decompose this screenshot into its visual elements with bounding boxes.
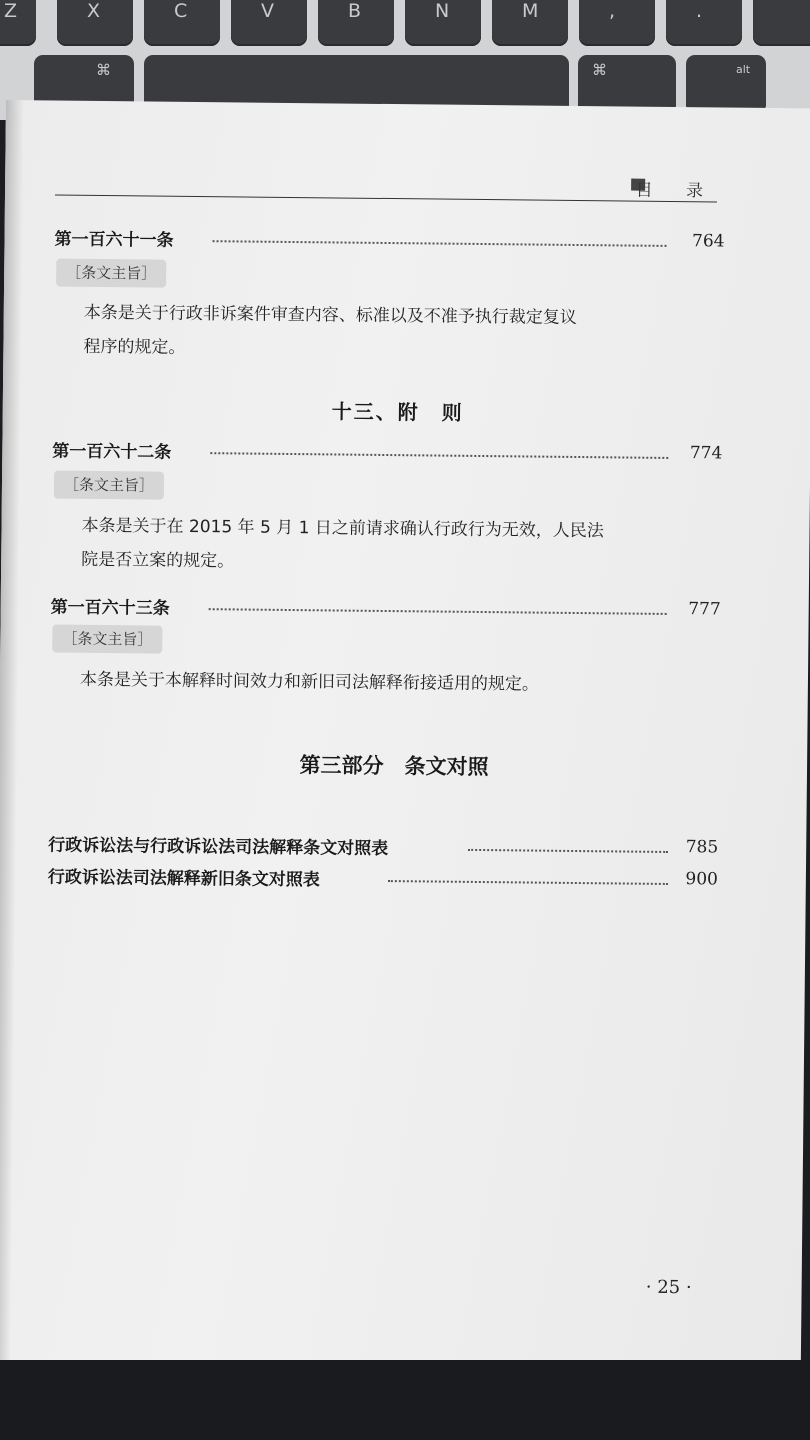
page-number: · 25 · (645, 1276, 692, 1299)
dot-leader (468, 843, 668, 853)
tag-label: ［条文主旨］ (54, 471, 164, 500)
command-key-left: ⌘ (34, 55, 134, 113)
toc-entry (48, 862, 718, 895)
toc-entry (48, 830, 718, 863)
key-z: Z (0, 0, 36, 46)
tag-label: ［条文主旨］ (56, 259, 166, 288)
entry-title: 行政诉讼法司法解释新旧条文对照表 (47, 867, 320, 891)
summary-line: 本条是关于本解释时间效力和新旧司法解释衔接适用的规定。 (79, 669, 540, 695)
command-key-right: ⌘ (578, 55, 676, 113)
entry-title: 行政诉讼法与行政诉讼法司法解释条文对照表 (48, 835, 389, 860)
entry-page: 764 (692, 231, 725, 252)
summary-line: 本条是关于在 2015 年 5 月 1 日之前请求确认行政行为无效，人民法 (81, 515, 604, 542)
entry-page: 774 (689, 443, 723, 464)
entry-summary (81, 509, 682, 583)
key-v: V (231, 0, 307, 46)
entry-title: 第一百六十三条 (50, 597, 170, 619)
entry-title: 第一百六十一条 (54, 229, 174, 251)
key-slash (753, 0, 810, 46)
running-header (55, 173, 717, 203)
key-x: X (57, 0, 133, 46)
dot-leader (388, 874, 668, 885)
header-title: 目 录 (635, 180, 718, 202)
entry-page: 785 (685, 837, 719, 858)
tag-label: ［条文主旨］ (52, 625, 162, 654)
summary-line: 院是否立案的规定。 (81, 549, 235, 572)
alt-key: alt (686, 55, 766, 113)
toc-entry (52, 437, 722, 470)
entry-title: 第一百六十二条 (52, 441, 172, 463)
key-comma: , (579, 0, 655, 46)
section-heading: 十三、附 则 (331, 399, 464, 425)
dot-leader (209, 602, 667, 615)
entry-page: 900 (685, 869, 718, 890)
part-heading: 第三部分 条文对照 (299, 753, 489, 780)
toc-entry (54, 225, 724, 258)
dot-leader (210, 446, 668, 459)
toc-entry (51, 592, 721, 625)
dot-leader (213, 234, 667, 247)
entry-page: 777 (688, 599, 721, 620)
key-m: M (492, 0, 568, 46)
book-page (0, 100, 810, 1370)
page-gutter-shadow (0, 100, 24, 1362)
key-c: C (144, 0, 220, 46)
key-n: N (405, 0, 481, 46)
entry-summary (83, 296, 684, 370)
summary-line: 程序的规定。 (83, 336, 186, 358)
key-period: . (666, 0, 742, 46)
summary-line: 本条是关于行政非诉案件审查内容、标准以及不准予执行裁定复议 (83, 302, 577, 328)
desk-surface (0, 1360, 810, 1440)
key-b: B (318, 0, 394, 46)
entry-summary (80, 663, 680, 703)
